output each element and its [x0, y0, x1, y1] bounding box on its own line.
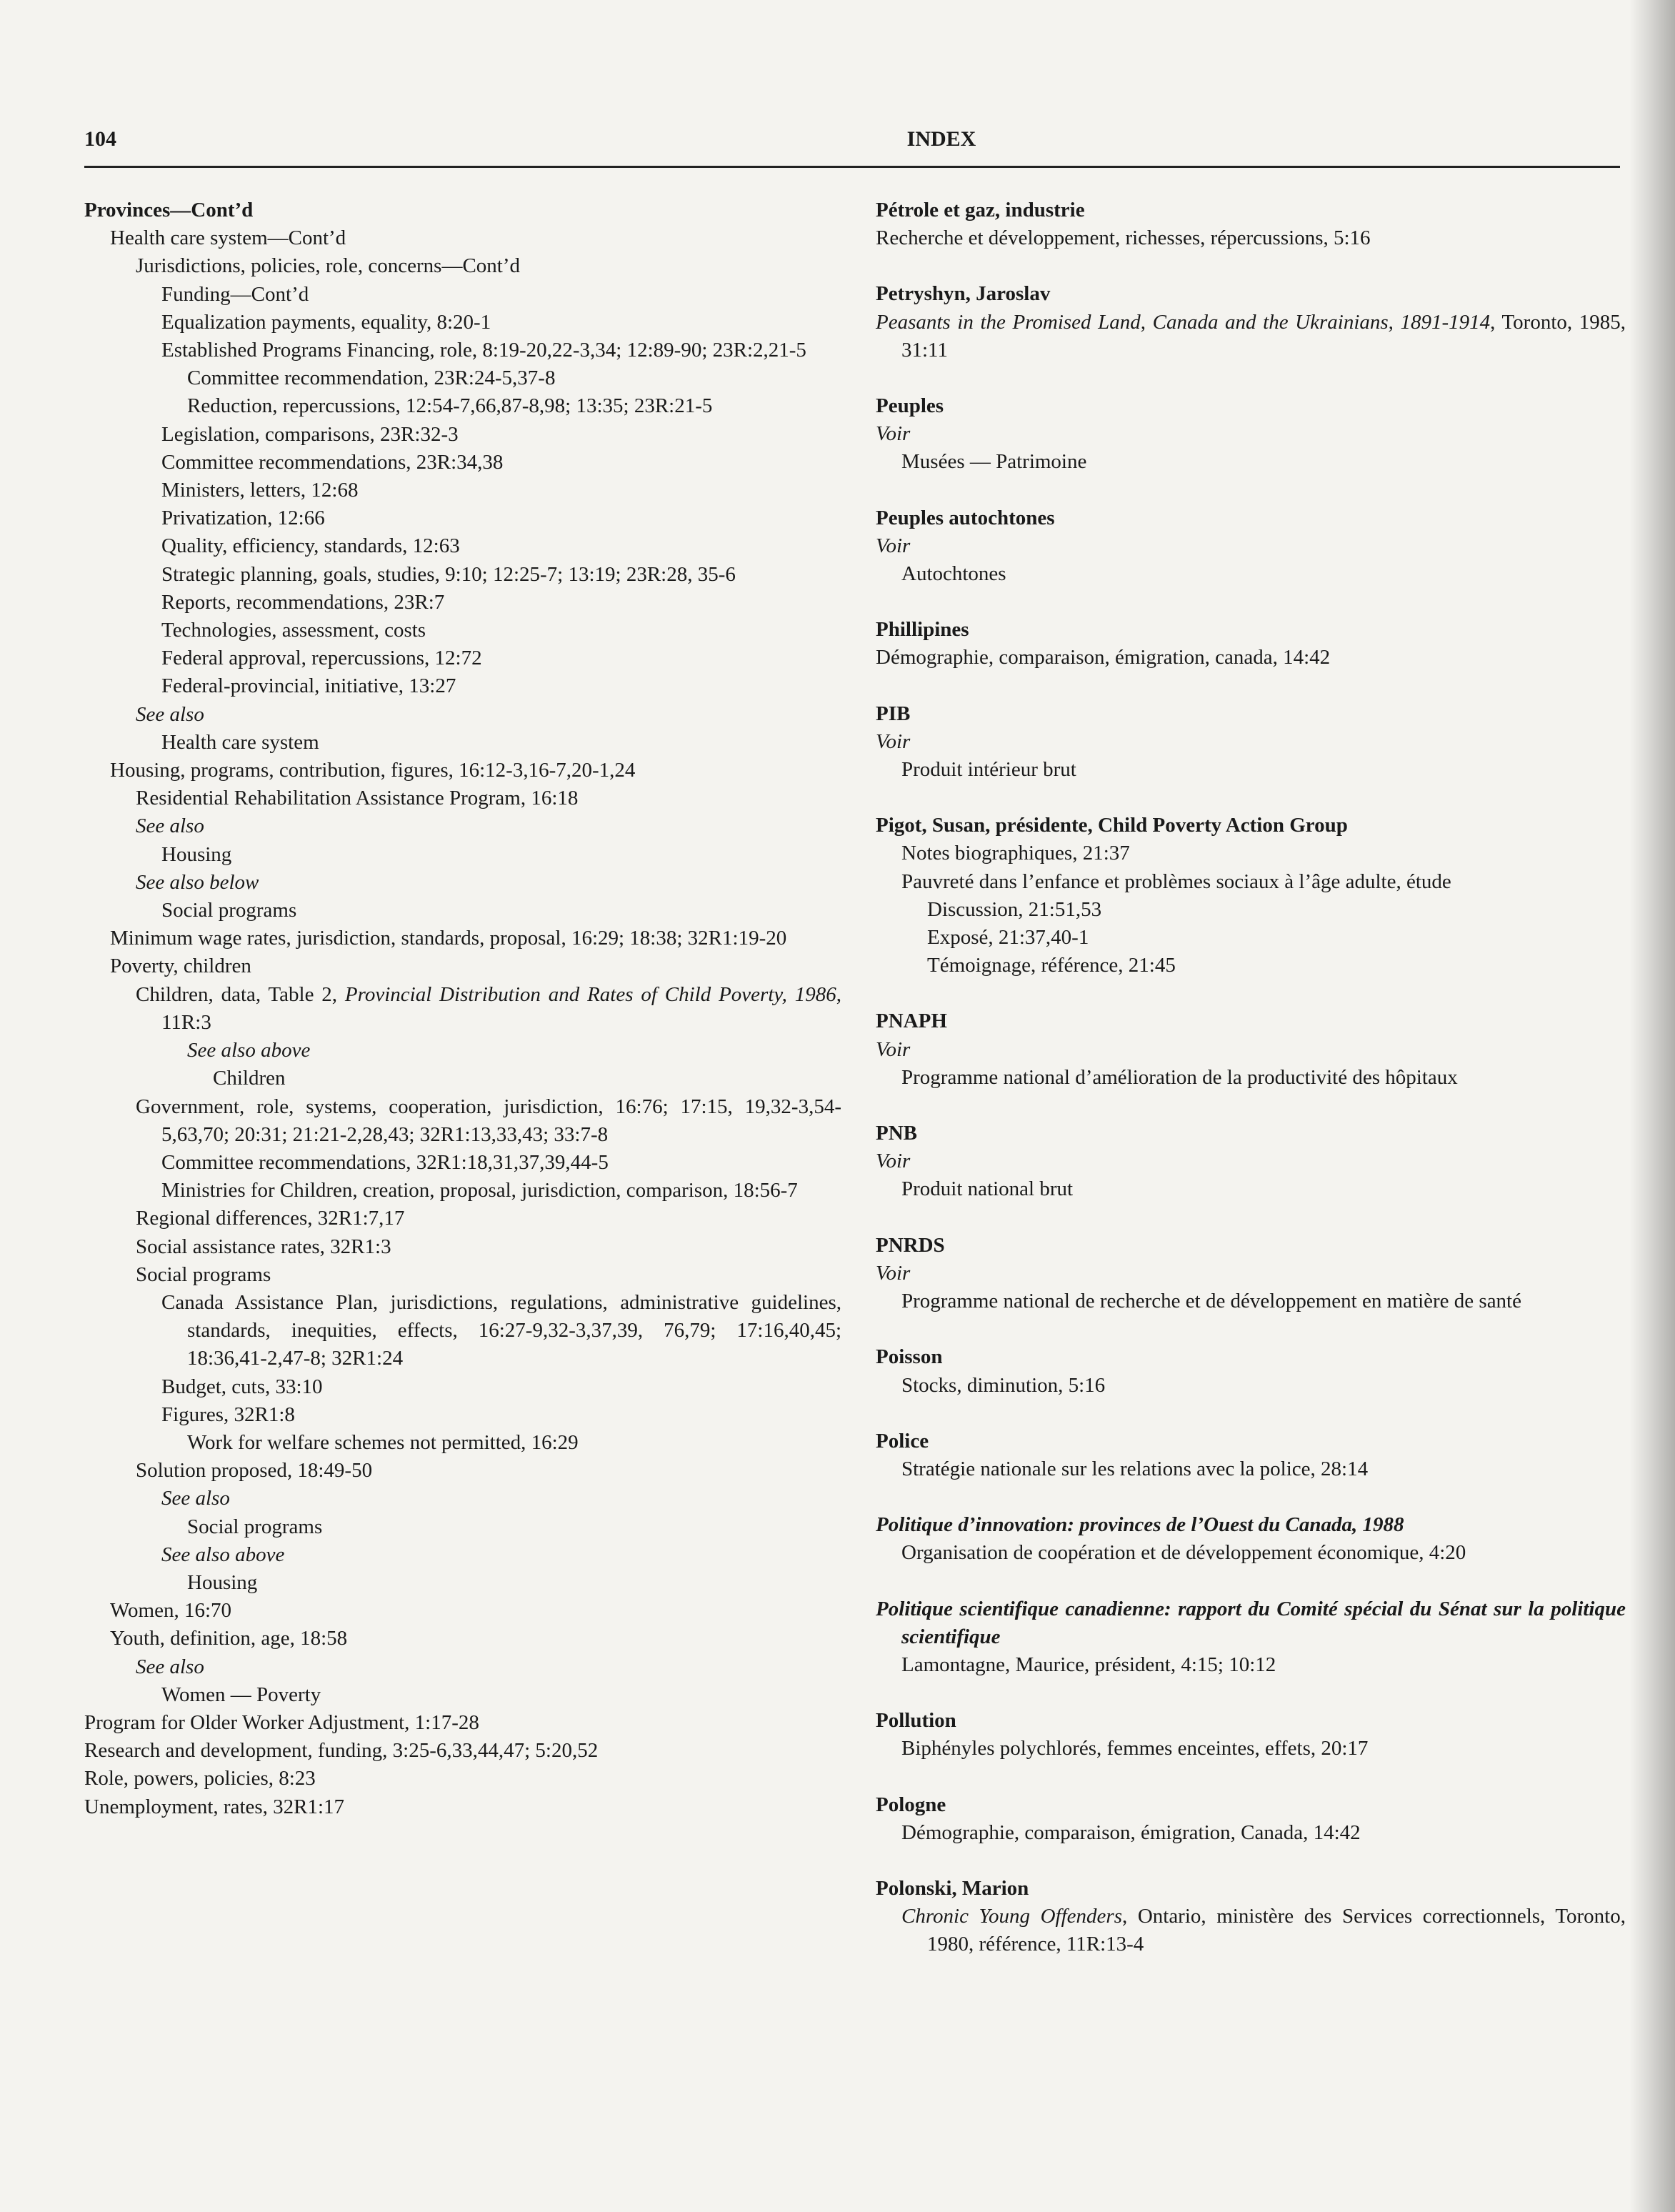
entry-heading: Politique scientifique canadienne: rapport du Comité spécial du Sénat sur la politique scientifique	[876, 1597, 1626, 1648]
entry-subentry: Démographie, comparaison, émigration, Canada, 14:42	[901, 1820, 1361, 1844]
entry-subentry: Notes biographiques, 21:37	[901, 842, 1130, 865]
index-subentry: Ministries for Children, creation, proposal, jurisdiction, comparison, 18:56-7	[161, 1179, 798, 1202]
page-edge-shadow	[1629, 0, 1675, 2212]
entry-heading: Pologne	[876, 1793, 946, 1816]
index-entry	[876, 392, 1626, 477]
index-subentry: Committee recommendation, 23R:24-5,37-8	[187, 367, 556, 390]
entry-heading: Pétrole et gaz, industrie	[876, 199, 1085, 221]
cross-reference: Musées — Patrimoine	[901, 450, 1087, 474]
index-subentry: Minimum wage rates, jurisdiction, standards, proposal, 16:29; 18:38; 32R1:19-20	[110, 927, 787, 950]
entry-subentry	[876, 1903, 1626, 1958]
publication-title: Provincial Distribution and Rates of Child Poverty, 1986	[344, 982, 836, 1006]
cross-reference: Programme national de recherche et de développement en matière de santé	[901, 1290, 1521, 1313]
index-subentry: Health care system—Cont’d	[110, 226, 346, 250]
cross-reference: Produit national brut	[901, 1177, 1074, 1201]
index-entry	[876, 1707, 1626, 1763]
entry-heading: Pigot, Susan, présidente, Child Poverty Action Group	[876, 814, 1348, 837]
index-subentry: Equalization payments, equality, 8:20-1	[161, 310, 491, 334]
index-subentry	[84, 981, 841, 1037]
index-subentry: Federal approval, repercussions, 12:72	[161, 647, 482, 670]
entry-subentry: Lamontagne, Maurice, président, 4:15; 10:12	[901, 1653, 1276, 1676]
voir-label: Voir	[876, 1037, 911, 1061]
cross-reference: Housing	[161, 842, 232, 866]
index-entry	[876, 700, 1626, 784]
index-subentry: Established Programs Financing, role, 8:19-20,22-3,34; 12:89-90; 23R:2,21-5	[161, 339, 806, 362]
cross-reference: Social programs	[187, 1515, 323, 1538]
entry-heading: PNRDS	[876, 1233, 945, 1257]
index-subentry: Unemployment, rates, 32R1:17	[84, 1795, 345, 1818]
index-entry	[876, 1511, 1626, 1567]
cross-reference: Women — Poverty	[161, 1683, 321, 1706]
index-entry	[876, 504, 1626, 589]
entry-heading: Peuples autochtones	[876, 506, 1055, 529]
see-also-label: See also below	[136, 870, 259, 894]
header-rule	[84, 166, 1620, 168]
subentry-locator: , Ontario, ministère des Services correctionnels, Toronto, 1980, référence, 11R:13-4	[927, 1905, 1626, 1956]
index-subentry: Canada Assistance Plan, jurisdictions, regulations, administrative guidelines, standards, inequities, effects, 16:27-9,32-3,37,39, 76,79; 17:16,40,45; 18:36,41-2,47-8; 32R1:24	[161, 1290, 841, 1370]
cross-reference: Housing	[187, 1570, 258, 1594]
index-subentry: Housing, programs, contribution, figures, 16:12-3,16-7,20-1,24	[110, 759, 636, 782]
see-also-label: See also	[136, 814, 204, 838]
index-entry	[876, 1791, 1626, 1847]
index-column-right	[876, 196, 1626, 1959]
cross-reference: Children	[213, 1067, 286, 1090]
index-entry	[876, 1595, 1626, 1680]
entry-subentry: Exposé, 21:37,40-1	[927, 926, 1089, 950]
voir-label: Voir	[876, 1261, 911, 1285]
index-subentry: Figures, 32R1:8	[161, 1403, 295, 1426]
subentry-locator: , 11R:3	[161, 982, 841, 1034]
index-subentry: Solution proposed, 18:49-50	[136, 1459, 373, 1483]
index-subentry: Women, 16:70	[110, 1599, 232, 1623]
index-entry	[876, 1343, 1626, 1399]
index-subentry: Funding—Cont’d	[161, 282, 309, 306]
entry-heading: PNB	[876, 1122, 917, 1145]
cross-reference: Health care system	[161, 730, 319, 754]
publication-title: Peasants in the Promised Land, Canada and the Ukrainians, 1891-1914	[876, 310, 1491, 334]
subentry-text: Children, data, Table 2,	[136, 982, 345, 1006]
index-column-left	[84, 196, 841, 1821]
see-also-label: See also	[136, 1655, 204, 1678]
cross-reference: Autochtones	[901, 562, 1006, 586]
index-entry	[876, 616, 1626, 672]
entry-heading: Peuples	[876, 394, 944, 418]
voir-label: Voir	[876, 1150, 911, 1173]
entry-subentry: Pauvreté dans l’enfance et problèmes sociaux à l’âge adulte, étude	[901, 870, 1451, 893]
cross-reference: Produit intérieur brut	[901, 758, 1076, 782]
entry-subentry: Démographie, comparaison, émigration, canada, 14:42	[876, 646, 1331, 669]
voir-label: Voir	[876, 534, 911, 557]
page-header	[84, 127, 1620, 160]
entry-subentry: Stocks, diminution, 5:16	[901, 1373, 1106, 1397]
index-subentry: Government, role, systems, cooperation, jurisdiction, 16:76; 17:15, 19,32-3,54-5,63,70; 20:31; 21:21-2,28,43; 32R1:13,33,43; 33:7-8	[136, 1095, 841, 1146]
index-subentry: Privatization, 12:66	[161, 507, 325, 530]
index-subentry: Reduction, repercussions, 12:54-7,66,87-8,98; 13:35; 23R:21-5	[187, 394, 713, 418]
index-subentry: Role, powers, policies, 8:23	[84, 1767, 316, 1790]
index-subentry: Youth, definition, age, 18:58	[110, 1627, 348, 1650]
index-subentry: Jurisdictions, policies, role, concerns—Cont’d	[136, 254, 521, 278]
entry-heading: Politique d’innovation: provinces de l’Ouest du Canada, 1988	[876, 1513, 1404, 1537]
index-entry	[876, 1875, 1626, 1959]
index-subentry: Legislation, comparisons, 23R:32-3	[161, 422, 459, 446]
index-entry	[876, 196, 1626, 252]
index-subentry: Reports, recommendations, 23R:7	[161, 590, 445, 614]
entry-heading: Pollution	[876, 1709, 956, 1733]
index-subentry: Committee recommendations, 32R1:18,31,37,39,44-5	[161, 1150, 609, 1174]
entry-subentry: Discussion, 21:51,53	[927, 897, 1102, 921]
see-also-label: See also	[136, 702, 204, 726]
voir-label: Voir	[876, 422, 911, 446]
index-subentry: Committee recommendations, 23R:34,38	[161, 450, 504, 474]
publication-title: Chronic Young Offenders	[901, 1905, 1122, 1928]
see-also-label: See also above	[161, 1543, 285, 1566]
entry-heading: Petryshyn, Jaroslav	[876, 282, 1051, 306]
entry-heading: Poisson	[876, 1345, 943, 1369]
voir-label: Voir	[876, 729, 911, 753]
index-subentry: Ministers, letters, 12:68	[161, 479, 359, 502]
entry-subentry: Témoignage, référence, 21:45	[927, 954, 1176, 977]
index-subentry: Regional differences, 32R1:7,17	[136, 1207, 405, 1230]
index-subentry: Social assistance rates, 32R1:3	[136, 1235, 391, 1258]
index-entry	[876, 280, 1626, 364]
index-subentry: Strategic planning, goals, studies, 9:10; 12:25-7; 13:19; 23R:28, 35-6	[161, 562, 736, 586]
index-subentry: Program for Older Worker Adjustment, 1:17-28	[84, 1710, 479, 1734]
index-entry	[876, 1007, 1626, 1092]
index-heading: Provinces—Cont’d	[84, 199, 254, 221]
cross-reference: Social programs	[161, 899, 297, 922]
page-number: 104	[84, 127, 116, 151]
entry-subentry: Stratégie nationale sur les relations avec la police, 28:14	[901, 1457, 1369, 1480]
index-subentry: Poverty, children	[110, 955, 251, 978]
index-entry	[876, 1428, 1626, 1483]
index-subentry: Research and development, funding, 3:25-6,33,44,47; 5:20,52	[84, 1739, 599, 1763]
entry-heading: PNAPH	[876, 1010, 947, 1033]
index-subentry: Work for welfare schemes not permitted, 16:29	[187, 1430, 579, 1454]
cross-reference: Programme national d’amélioration de la productivité des hôpitaux	[901, 1065, 1458, 1089]
entry-subentry: Biphényles polychlorés, femmes enceintes, effets, 20:17	[901, 1737, 1369, 1760]
index-subentry: Quality, efficiency, standards, 12:63	[161, 534, 460, 558]
entry-heading: Phillipines	[876, 618, 969, 642]
entry-heading: Police	[876, 1429, 929, 1453]
index-entry	[876, 812, 1626, 980]
see-also-label: See also above	[187, 1039, 311, 1062]
index-subentry: Budget, cuts, 33:10	[161, 1375, 323, 1398]
index-subentry: Social programs	[136, 1262, 271, 1286]
index-subentry: Residential Rehabilitation Assistance Program, 16:18	[136, 787, 579, 810]
entry-subentry: Recherche et développement, richesses, répercussions, 5:16	[876, 226, 1371, 250]
see-also-label: See also	[161, 1487, 230, 1510]
entry-subentry: Organisation de coopération et de développement économique, 4:20	[901, 1541, 1466, 1565]
index-subentry: Federal-provincial, initiative, 13:27	[161, 674, 456, 698]
index-entry	[876, 1232, 1626, 1316]
subentry-locator: , Toronto, 1985, 31:11	[901, 310, 1626, 362]
entry-heading: Polonski, Marion	[876, 1876, 1029, 1900]
index-entry	[876, 1120, 1626, 1204]
entry-subentry	[876, 309, 1626, 364]
entry-heading: PIB	[876, 702, 911, 725]
index-subentry: Technologies, assessment, costs	[161, 619, 426, 642]
page-title: INDEX	[906, 127, 976, 151]
